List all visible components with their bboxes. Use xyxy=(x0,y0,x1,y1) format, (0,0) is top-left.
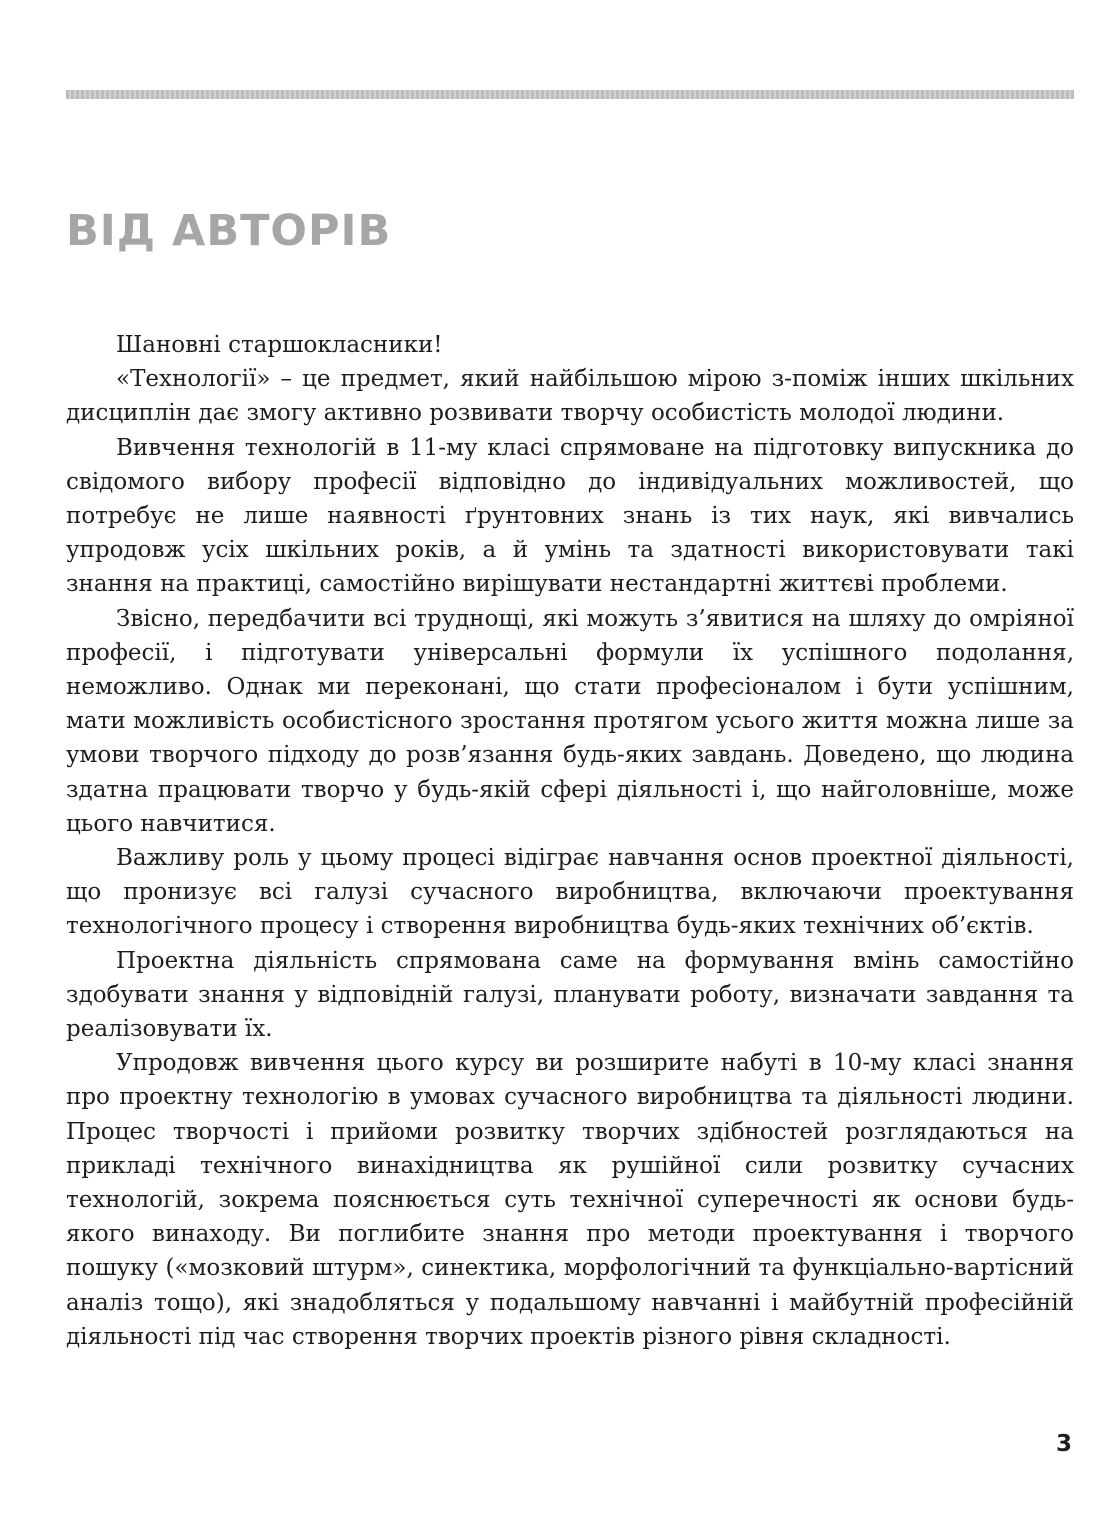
header-rule xyxy=(66,90,1074,99)
body-text xyxy=(66,328,1074,1354)
paragraph: Вивчення технологій в 11-му класі спрямоване на підготовку випускника до свідомого вибору професії відповідно до індивідуальних можливостей, що потребує не лише наявності ґрунтовних знань із тих наук, які вивчались упродовж усіх шкільних років, а й умінь та здатності використовувати такі знання на практиці, самостійно вирішувати нестандартні життєві проблеми. xyxy=(66,434,1074,598)
paragraph-greeting: Шановні старшокласники! xyxy=(116,332,443,358)
page-heading: ВІД АВТОРІВ xyxy=(66,206,392,256)
paragraph: Проектна діяльність спрямована саме на формування вмінь самостійно здобувати знання у відповідній галузі, планувати роботу, визначати завдання та реалізовувати їх. xyxy=(66,947,1074,1043)
page-number: 3 xyxy=(1055,1431,1072,1457)
paragraph: «Технології» – це предмет, який найбільшою мірою з-поміж інших шкільних дисциплін дає змогу активно розвивати творчу особистість молодої людини. xyxy=(66,366,1074,427)
paragraph: Важливу роль у цьому процесі відіграє навчання основ проектної діяльності, що пронизує всі галузі сучасного виробництва, включаючи проектування технологічного процесу і створення виробництва будь-яких технічних об’єктів. xyxy=(66,845,1074,940)
paragraph: Упродовж вивчення цього курсу ви розширите набуті в 10-му класі знання про проектну технологію в умовах сучасного виробництва та діяльності людини. Процес творчості і прийоми розвитку творчих здібностей розглядаються на прикладі технічного винахідництва як рушійної сили розвитку сучасних технологій, зокрема пояснюється суть технічної суперечності як основи будь-якого винаходу. Ви поглибите знання про методи проектування і творчого пошуку («мозковий штурм», синектика, морфологічний та функціально-вартісний аналіз тощо), які знадобляться у подальшому навчанні і майбутній професійній діяльності під час створення творчих проектів різного рівня складності. xyxy=(66,1050,1074,1350)
paragraph: Звісно, передбачити всі труднощі, які можуть з’явитися на шляху до омріяної професії, і підготувати універсальні формули їх успішного подолання, неможливо. Однак ми переконані, що стати професіоналом і бути успішним, мати можливість особистісного зростання протягом усього життя можна лише за умови творчого підходу до розв’язання будь-яких завдань. Доведено, що людина здатна працювати творчо у будь-якій сфері діяльності і, що найголовніше, може цього навчитися. xyxy=(66,605,1074,837)
